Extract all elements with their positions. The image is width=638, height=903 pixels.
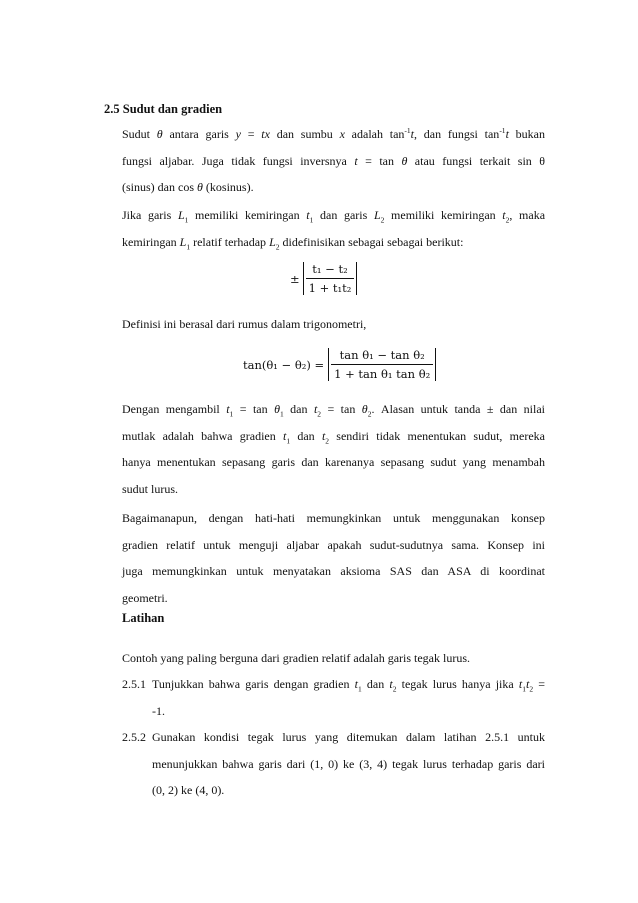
paragraph-line: Bagaimanapun, dengan hati-hati memungkinkan untuk menggunakan konsep [122,511,545,525]
fraction [331,348,433,381]
paragraph-line: Gunakan kondisi tegak lurus yang ditemukan dalam latihan 2.5.1 untuk [152,730,545,744]
exercise-heading: Latihan [122,611,165,625]
section-heading: 2.5 Sudut dan gradien [104,102,223,116]
paragraph-line: Jika garis $L_1$ memiliki kemiringan $t_1$ dan garis $L_2$ memiliki kemiringan $t_2$, maka [122,208,546,225]
paragraph-line: (sinus) dan cos θ (kosinus). [122,180,254,194]
paragraph-line: Contoh yang paling berguna dari gradien relatif adalah garis tegak lurus. [122,651,470,665]
paragraph-angle-definition [122,121,545,201]
paragraph-trig-origin [122,311,545,338]
paragraph-line: fungsi aljabar. Juga tidak fungsi inversnya t = tan θ atau fungsi terkait sin θ [122,153,545,168]
paragraph-line: Definisi ini berasal dari rumus dalam trigonometri, [122,317,367,331]
paragraph-line: kemiringan $L_1$ relatif terhadap $L_2$ didefinisikan sebagai sebagai berikut: [122,234,464,251]
paragraph-line: gradien relatif untuk menguji aljabar apakah sudut-sudutnya sama. Konsep ini [122,537,545,552]
paragraph-concept-use [122,505,545,611]
paragraph-sign-reason [122,396,545,502]
formula-relative-gradient [290,262,357,295]
paragraph-line: hanya menentukan sepasang garis dan karenanya sepasang sudut yang menambah [122,455,545,469]
paragraph-line: sudut lurus. [122,481,179,496]
paragraph-line: Dengan mengambil $t_1 = \tan \theta_1$ dan $t_2 = \tan \theta_2$. Alasan untuk tanda ± dan nilai [122,402,545,419]
fraction-denominator: 1 + t₁t₂ [306,278,355,295]
exercise-item [152,671,545,724]
paragraph-line: mutlak adalah bahwa gradien $t_1$ dan $t_2$ sendiri tidak menentukan sudut, mereka [122,428,545,445]
paragraph-line: Sudut θ antara garis y = tx dan sumbu x adalah $\tan^{-1}t$, dan fungsi $\tan^{-1}t$ bukan [122,126,545,141]
paragraph-line: -1. [152,703,165,718]
plus-minus-sign: ± [290,271,300,286]
paragraph-line: (0, 2) ke (4, 0). [152,783,225,797]
fraction-denominator: 1 + tan θ₁ tan θ₂ [331,364,433,381]
fraction-numerator: tan θ₁ − tan θ₂ [339,348,425,362]
formula-lhs: tan(θ₁ − θ₂) = [243,357,325,372]
formula-tan-difference [243,348,436,381]
paragraph-line: menunjukkan bahwa garis dari (1, 0) ke (3, 4) tegak lurus terhadap garis dari [152,756,545,771]
paragraph-line: Tunjukkan bahwa garis dengan gradien $t_1$ dan $t_2$ tegak lurus hanya jika $t_1t_2$ = [152,677,545,694]
paragraph-line: juga memungkinkan untuk menyatakan aksioma SAS dan ASA di koordinat [122,564,545,578]
paragraph-relative-slope [122,202,545,255]
fraction-numerator: t₁ − t₂ [312,262,348,276]
exercise-intro [122,645,545,672]
exercise-item [152,724,545,804]
absolute-value-bars [328,348,436,381]
exercise-number: 2.5.2 [122,730,146,744]
exercise-number: 2.5.1 [122,677,146,691]
fraction [306,262,355,295]
absolute-value-bars [303,262,358,295]
paragraph-line: geometri. [122,590,168,605]
